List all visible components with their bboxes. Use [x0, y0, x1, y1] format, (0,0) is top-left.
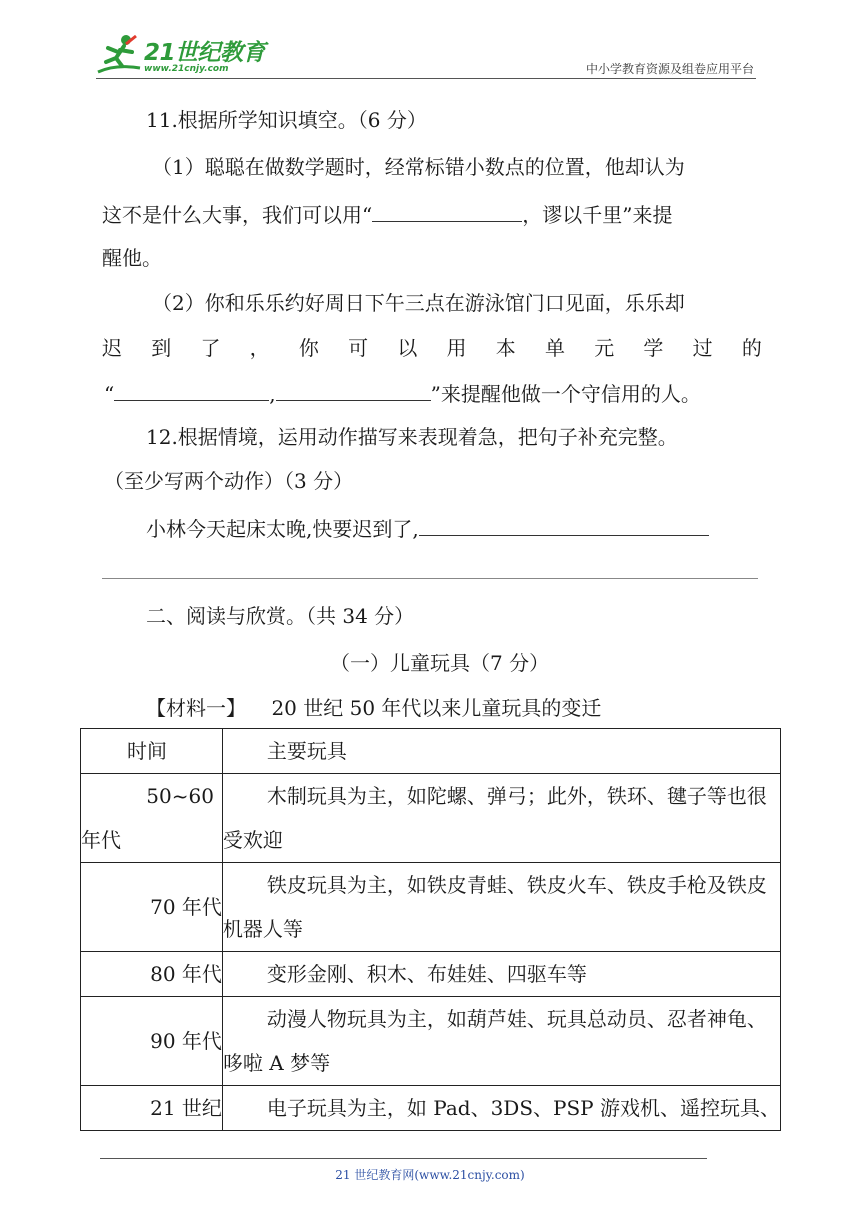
table-cell-time: 80 年代 — [81, 952, 223, 997]
logo-text: 21世纪教育 — [144, 40, 266, 66]
toys-table — [80, 728, 781, 1131]
table-header-toys: 主要玩具 — [222, 729, 780, 774]
footer-divider — [100, 1158, 707, 1159]
table-cell-time: 70 年代 — [81, 863, 223, 952]
table-row — [81, 997, 781, 1086]
table-cell-time: 21 世纪 — [81, 1086, 223, 1131]
section2-subtitle: （一）儿童玩具（7 分） — [330, 651, 550, 675]
q11-part2-line1: （2）你和乐乐约好周日下午三点在游泳馆门口见面，乐乐却 — [152, 291, 685, 315]
table-header-time: 时间 — [81, 729, 223, 774]
q11-part1-line2: 这不是什么大事，我们可以用“ ，谬以千里”来提 — [102, 203, 673, 227]
q11-part1-line1: （1）聪聪在做数学题时，经常标错小数点的位置，他却认为 — [152, 155, 685, 179]
table-header-row — [81, 729, 781, 774]
table-cell-time: 90 年代 — [81, 997, 223, 1086]
header-divider — [96, 78, 756, 79]
header-tagline: 中小学教育资源及组卷应用平台 — [585, 62, 754, 76]
material-heading: 【材料一】 20 世纪 50 年代以来儿童玩具的变迁 — [146, 696, 602, 720]
table-row — [81, 863, 781, 952]
logo-url: www.21cnjy.com — [144, 64, 229, 74]
q11-title: 11.根据所学知识填空。（6 分） — [146, 108, 427, 132]
answer-blank-3[interactable] — [276, 380, 431, 401]
table-row — [81, 1086, 781, 1131]
table-cell-time: 50~60 年代 — [81, 774, 223, 863]
q12-sentence: 小林今天起床太晚,快要迟到了, — [146, 515, 709, 541]
q11-part2-line2: 迟 到 了 ， 你 可 以 用 本 单 元 学 过 的 — [102, 336, 762, 360]
table-cell-toys: 木制玩具为主，如陀螺、弹弓；此外，铁环、毽子等也很受欢迎 — [222, 774, 780, 863]
brand-logo — [96, 32, 266, 80]
page-header — [0, 0, 860, 82]
q11-part2-line3: “ , ”来提醒他做一个守信用的人。 — [104, 382, 701, 406]
answer-blank-1[interactable] — [372, 201, 522, 222]
section2-title: 二、阅读与欣赏。（共 34 分） — [146, 604, 415, 628]
q11-part1-line3: 醒他。 — [102, 246, 162, 270]
answer-blank-4[interactable] — [419, 515, 709, 536]
table-cell-toys: 变形金刚、积木、布娃娃、四驱车等 — [222, 952, 780, 997]
runner-icon — [96, 32, 142, 76]
table-cell-toys: 电子玩具为主，如 Pad、3DS、PSP 游戏机、遥控玩具、 — [222, 1086, 780, 1131]
page-footer[interactable]: 21 世纪教育网(www.21cnjy.com) — [335, 1168, 525, 1182]
answer-line[interactable] — [102, 578, 758, 579]
table-cell-toys: 铁皮玩具为主，如铁皮青蛙、铁皮火车、铁皮手枪及铁皮机器人等 — [222, 863, 780, 952]
answer-blank-2[interactable] — [114, 380, 269, 401]
table-row — [81, 952, 781, 997]
table-row — [81, 774, 781, 863]
q12-title-note: （至少写两个动作）（3 分） — [104, 469, 354, 493]
table-cell-toys: 动漫人物玩具为主，如葫芦娃、玩具总动员、忍者神龟、哆啦 A 梦等 — [222, 997, 780, 1086]
q12-title: 12.根据情境，运用动作描写来表现着急，把句子补充完整。 — [146, 425, 678, 449]
